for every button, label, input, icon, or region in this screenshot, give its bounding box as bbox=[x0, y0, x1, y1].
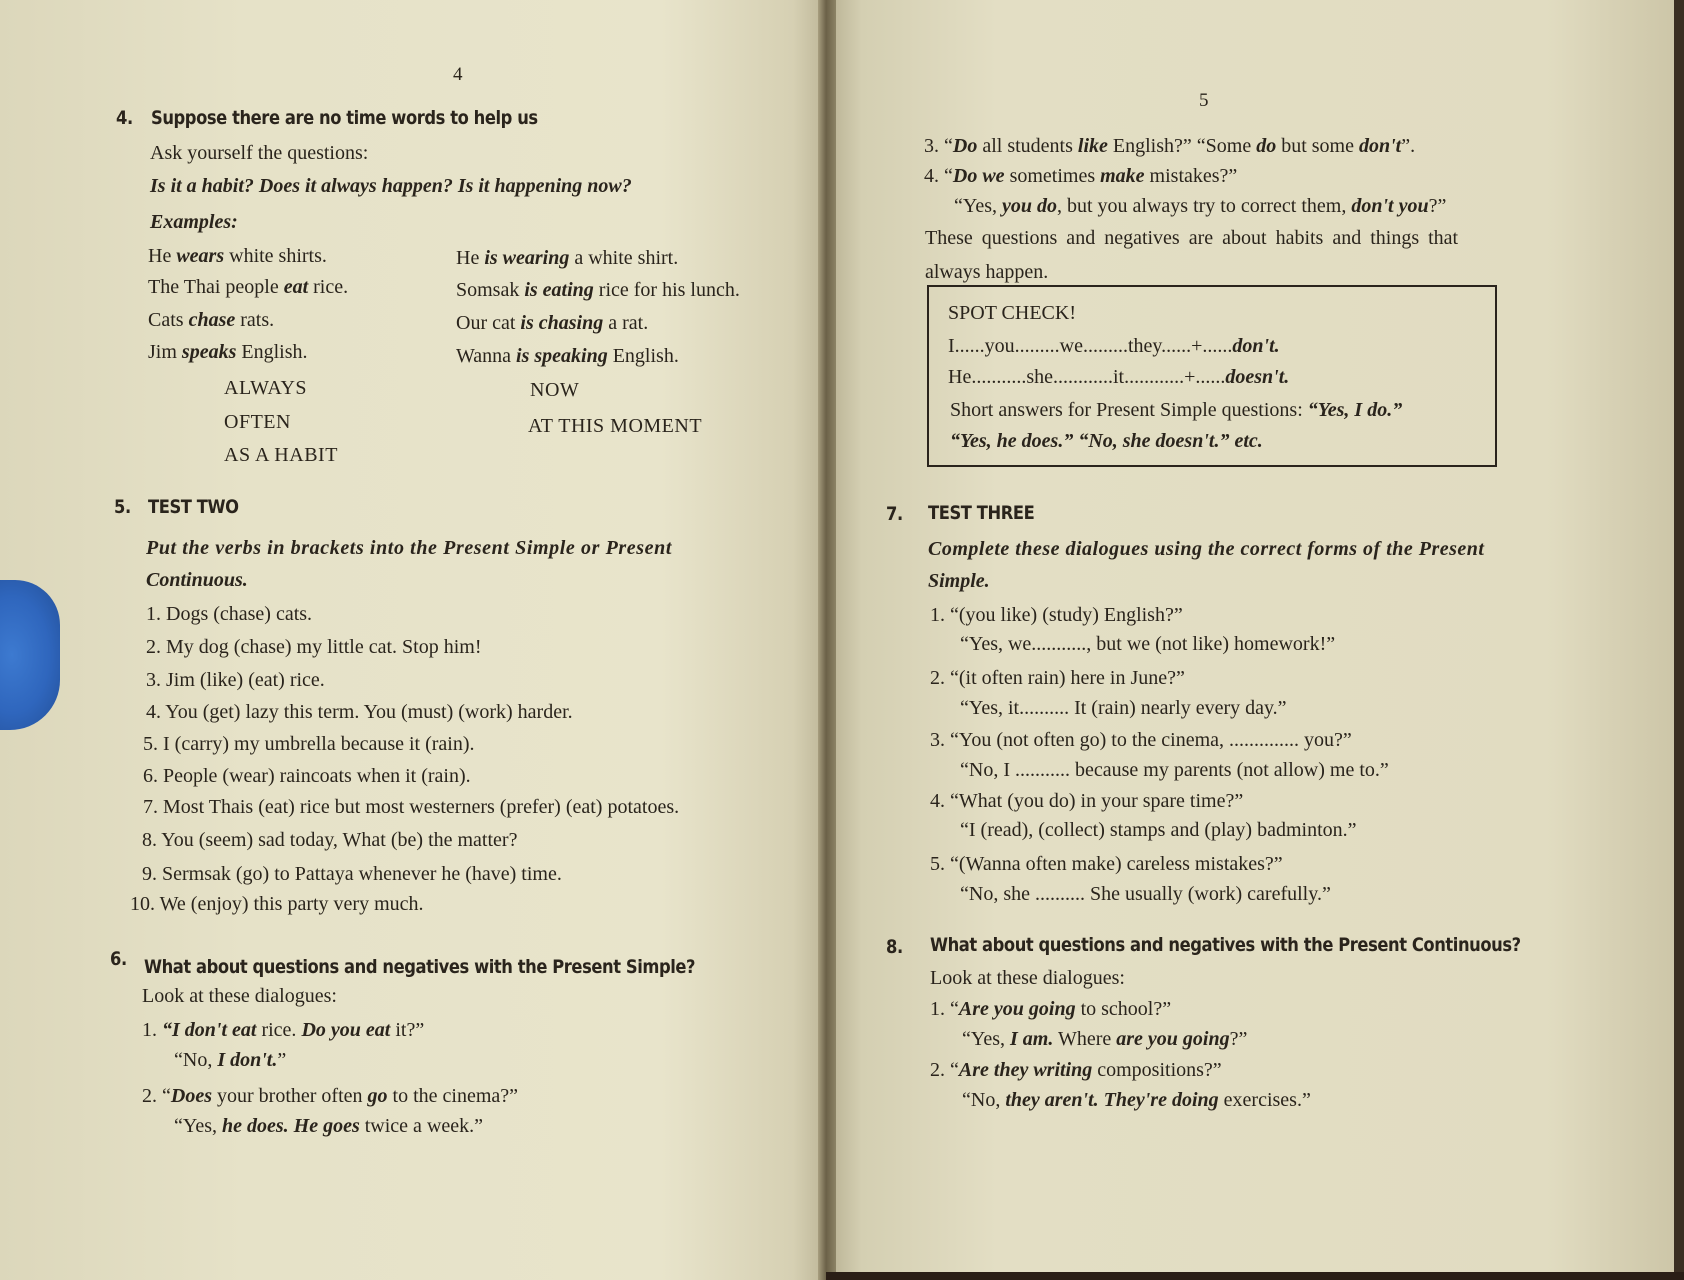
spot-check-line2: He...........she............it............+......doesn't. bbox=[948, 366, 1290, 388]
example-simple-4: Jim speaks English. bbox=[148, 341, 308, 363]
test-two-instruction-line1: Put the verbs in brackets into the Present Simple or Present bbox=[146, 537, 673, 559]
right-item-4: 4. “Do we sometimes make mistakes?” bbox=[924, 165, 1238, 187]
spot-check-line4: “Yes, he does.” “No, she doesn't.” etc. bbox=[950, 430, 1263, 452]
examples-label: Examples: bbox=[150, 211, 238, 233]
time-word-always: ALWAYS bbox=[224, 377, 308, 399]
example-simple-2: The Thai people eat rice. bbox=[148, 276, 349, 298]
dialogue-8-1-question: 1. “Are you going to school?” bbox=[930, 998, 1172, 1020]
test-three-item-1-question: 1. “(you like) (study) English?” bbox=[930, 604, 1183, 626]
time-word-as-a-habit: AS A HABIT bbox=[224, 444, 338, 466]
look-dialogues-right: Look at these dialogues: bbox=[930, 967, 1125, 989]
section-5-title: TEST TWO bbox=[148, 496, 239, 518]
example-continuous-3: Our cat is chasing a rat. bbox=[456, 312, 649, 334]
dialogue-8-2-answer: “No, they aren't. They're doing exercises.” bbox=[962, 1089, 1311, 1111]
time-word-at-this-moment: AT THIS MOMENT bbox=[528, 415, 703, 437]
spot-check-line3: Short answers for Present Simple questions: “Yes, I do.” bbox=[950, 399, 1403, 421]
section-4-number: 4. bbox=[116, 107, 133, 129]
test-two-item-4: 4. You (get) lazy this term. You (must) (work) harder. bbox=[146, 701, 573, 723]
test-three-item-5-answer: “No, she .......... She usually (work) carefully.” bbox=[960, 883, 1331, 905]
test-two-item-5: 5. I (carry) my umbrella because it (rain). bbox=[143, 733, 475, 755]
test-three-item-2-question: 2. “(it often rain) here in June?” bbox=[930, 667, 1185, 689]
section-4-title: Suppose there are no time words to help us bbox=[151, 107, 538, 129]
test-two-item-9: 9. Sermsak (go) to Pattaya whenever he (have) time. bbox=[142, 863, 562, 885]
spot-check-line1: I......you.........we.........they......+......don't. bbox=[948, 335, 1280, 357]
test-two-item-3: 3. Jim (like) (eat) rice. bbox=[146, 669, 325, 691]
section-7-number: 7. bbox=[886, 503, 903, 525]
test-two-item-6: 6. People (wear) raincoats when it (rain). bbox=[143, 765, 471, 787]
example-simple-1: He wears white shirts. bbox=[148, 245, 327, 267]
example-continuous-4: Wanna is speaking English. bbox=[456, 345, 679, 367]
spot-check-title: SPOT CHECK! bbox=[948, 302, 1076, 324]
section-5-number: 5. bbox=[114, 496, 131, 518]
book-gutter bbox=[818, 0, 836, 1280]
section-7-title: TEST THREE bbox=[928, 502, 1035, 524]
test-two-item-8: 8. You (seem) sad today, What (be) the matter? bbox=[142, 829, 518, 851]
dialogue-8-2-question: 2. “Are they writing compositions?” bbox=[930, 1059, 1222, 1081]
test-three-item-4-answer: “I (read), (collect) stamps and (play) badminton.” bbox=[960, 819, 1357, 841]
summary-line1: These questions and negatives are about habits and things that bbox=[925, 227, 1459, 249]
right-item-4-reply: “Yes, you do, but you always try to correct them, don't you?” bbox=[954, 195, 1447, 217]
test-two-item-1: 1. Dogs (chase) cats. bbox=[146, 603, 313, 625]
test-three-instruction-line2: Simple. bbox=[928, 570, 990, 592]
test-three-item-3-answer: “No, I ........... because my parents (not allow) me to.” bbox=[960, 759, 1389, 781]
example-continuous-2: Somsak is eating rice for his lunch. bbox=[456, 279, 740, 301]
dialogue-6-2-answer: “Yes, he does. He goes twice a week.” bbox=[174, 1115, 484, 1137]
dialogue-6-2-question: 2. “Does your brother often go to the cinema?” bbox=[142, 1085, 519, 1107]
test-three-item-3-question: 3. “You (not often go) to the cinema, .............. you?” bbox=[930, 729, 1352, 751]
summary-line2: always happen. bbox=[925, 261, 1049, 283]
section-8-title: What about questions and negatives with the Present Continuous? bbox=[930, 934, 1521, 956]
habit-questions: Is it a habit? Does it always happen? Is it happening now? bbox=[150, 175, 632, 197]
ask-line: Ask yourself the questions: bbox=[150, 142, 369, 164]
right-item-3: 3. “Do all students like English?” “Some do but some don't”. bbox=[924, 135, 1416, 157]
test-two-instruction-line2: Continuous. bbox=[146, 569, 248, 591]
blue-cloth bbox=[0, 580, 60, 730]
test-three-item-1-answer: “Yes, we..........., but we (not like) homework!” bbox=[960, 633, 1336, 655]
test-two-item-10: 10. We (enjoy) this party very much. bbox=[130, 893, 424, 915]
dialogue-8-1-answer: “Yes, I am. Where are you going?” bbox=[962, 1028, 1248, 1050]
section-6-number: 6. bbox=[110, 948, 127, 970]
section-6-title: What about questions and negatives with the Present Simple? bbox=[144, 956, 696, 978]
test-three-item-2-answer: “Yes, it.......... It (rain) nearly every day.” bbox=[960, 697, 1287, 719]
dialogue-6-1-question: 1. “I don't eat rice. Do you eat it?” bbox=[142, 1019, 425, 1041]
time-word-now: NOW bbox=[530, 379, 580, 401]
dialogue-6-1-answer: “No, I don't.” bbox=[174, 1049, 287, 1071]
page-number-right: 5 bbox=[1199, 90, 1209, 111]
test-two-item-2: 2. My dog (chase) my little cat. Stop him! bbox=[146, 636, 482, 658]
page-number-left: 4 bbox=[453, 64, 463, 85]
test-two-item-7: 7. Most Thais (eat) rice but most westerners (prefer) (eat) potatoes. bbox=[143, 796, 680, 818]
test-three-item-5-question: 5. “(Wanna often make) careless mistakes?” bbox=[930, 853, 1283, 875]
time-word-often: OFTEN bbox=[224, 411, 291, 433]
example-simple-3: Cats chase rats. bbox=[148, 309, 275, 331]
example-continuous-1: He is wearing a white shirt. bbox=[456, 247, 679, 269]
test-three-item-4-question: 4. “What (you do) in your spare time?” bbox=[930, 790, 1244, 812]
book-bottom-edge bbox=[826, 1272, 1684, 1280]
look-dialogues-left: Look at these dialogues: bbox=[142, 985, 337, 1007]
section-8-number: 8. bbox=[886, 936, 903, 958]
test-three-instruction-line1: Complete these dialogues using the correct forms of the Present bbox=[928, 538, 1485, 560]
